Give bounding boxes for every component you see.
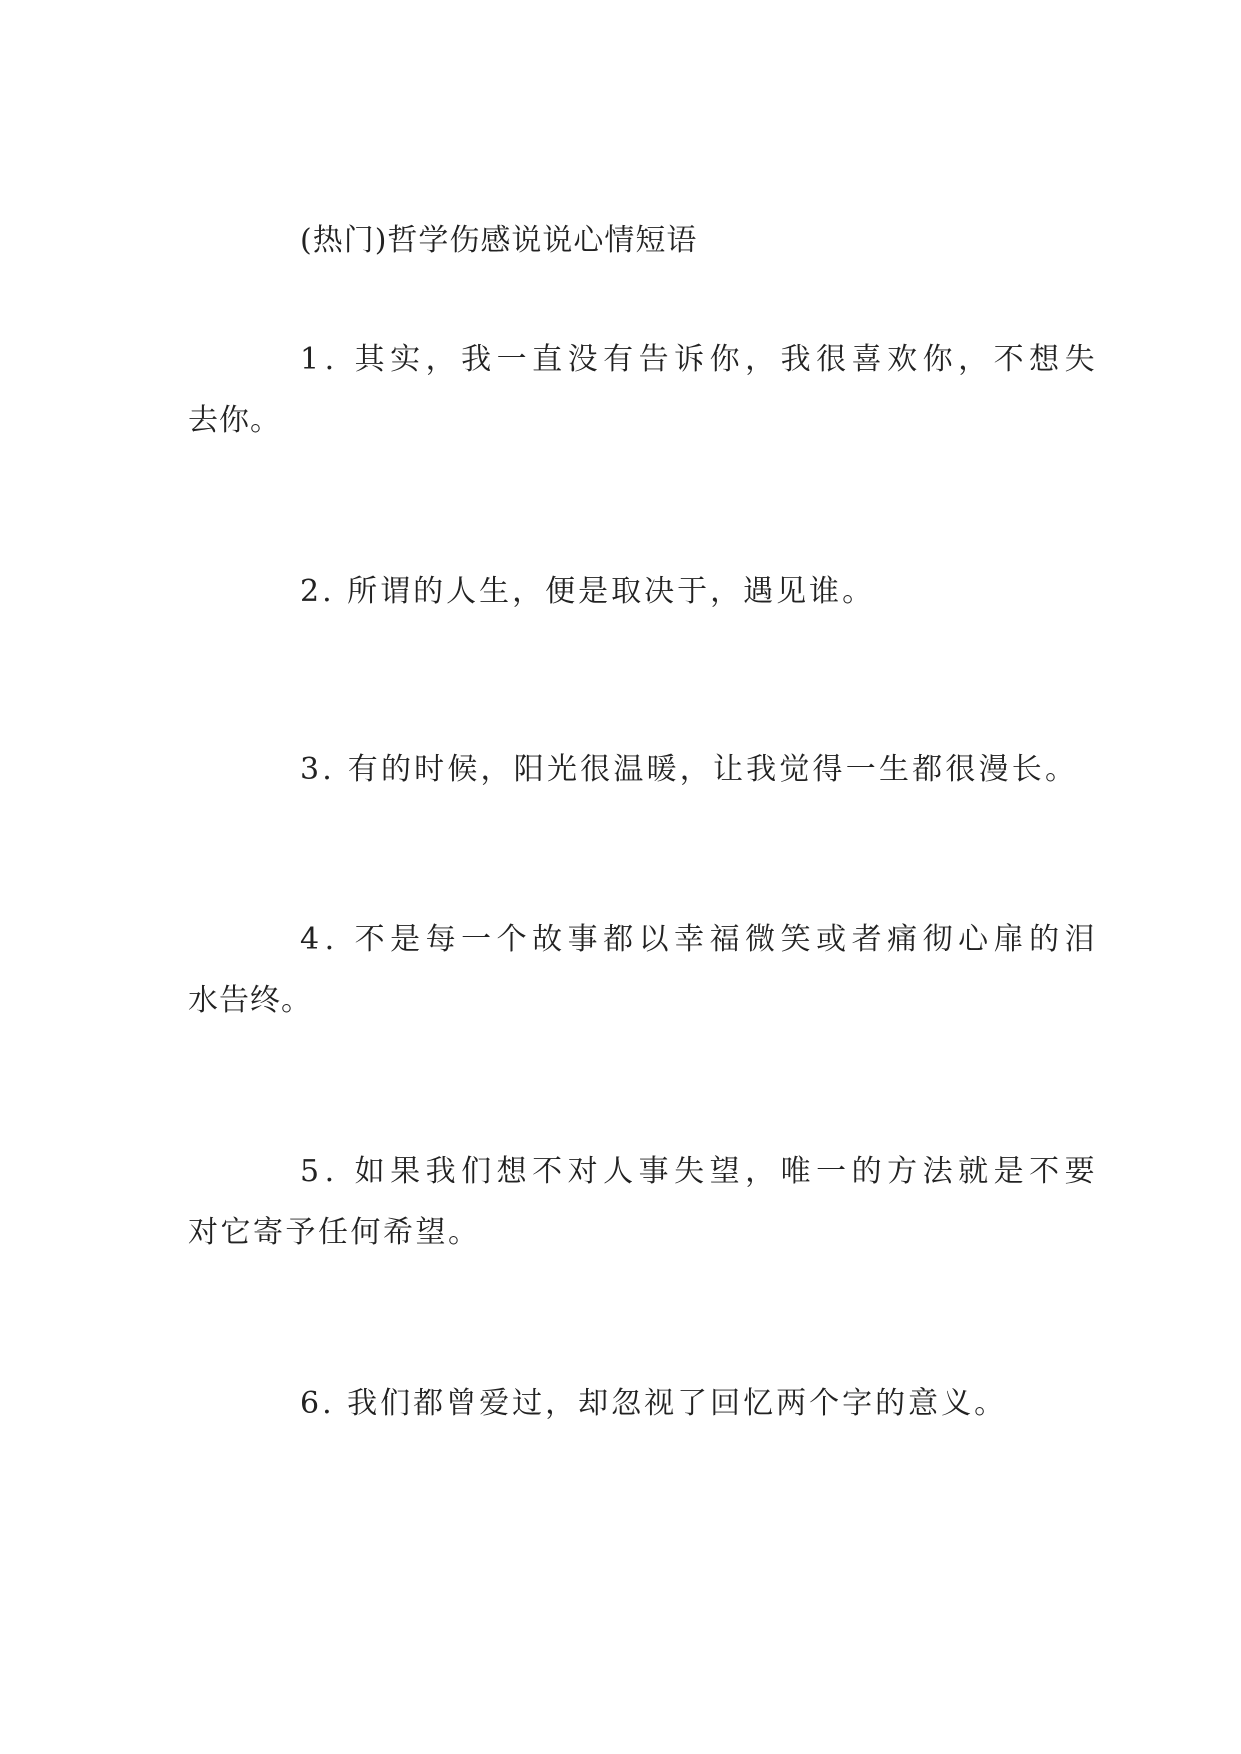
item-5-line-1: 5. 如果我们想不对人事失望，唯一的方法就是不要 — [300, 1154, 1101, 1189]
item-4-line-2: 水告终。 — [188, 983, 312, 1018]
page-title: (热门)哲学伤感说说心情短语 — [300, 223, 698, 258]
item-1-line-2: 去你。 — [188, 403, 281, 438]
item-1-line-1: 1. 其实，我一直没有告诉你，我很喜欢你，不想失 — [300, 342, 1101, 377]
item-5-line-2: 对它寄予任何希望。 — [188, 1215, 481, 1250]
item-2-line-1: 2. 所谓的人生，便是取决于，遇见谁。 — [300, 574, 876, 609]
item-4-line-1: 4. 不是每一个故事都以幸福微笑或者痛彻心扉的泪 — [300, 922, 1101, 957]
item-6-line-1: 6. 我们都曾爱过，却忽视了回忆两个字的意义。 — [300, 1386, 1008, 1421]
item-3-line-1: 3. 有的时候，阳光很温暖，让我觉得一生都很漫长。 — [300, 752, 1079, 787]
